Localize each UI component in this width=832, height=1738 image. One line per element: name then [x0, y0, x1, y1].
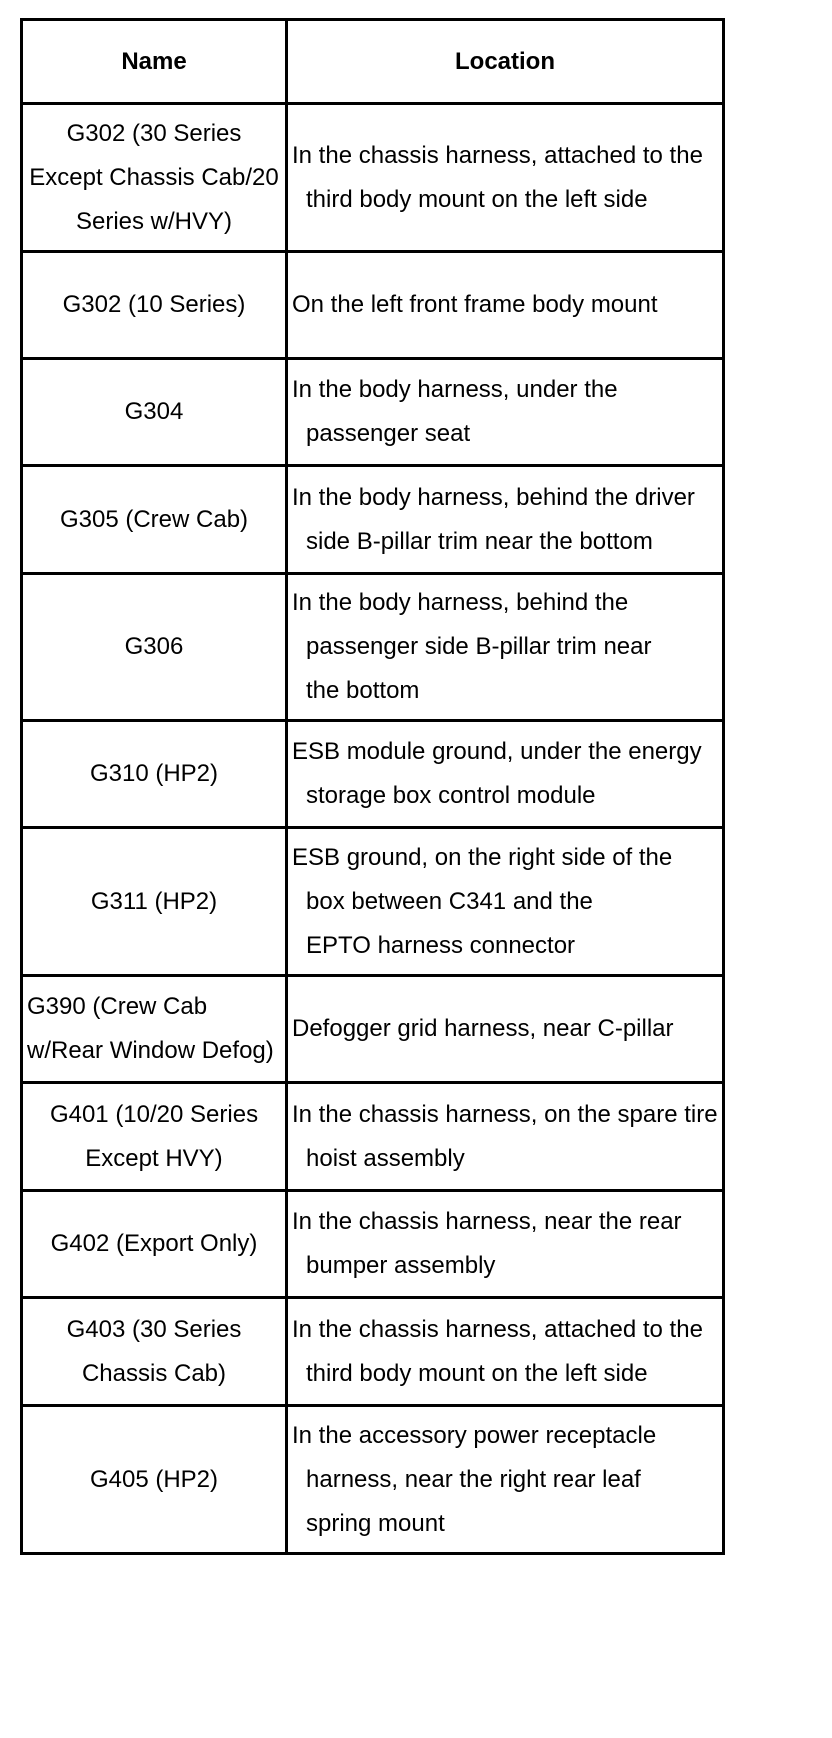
ground-location	[287, 976, 724, 1083]
ground-name: G405 (HP2)	[22, 1406, 287, 1554]
ground-location	[287, 1191, 724, 1298]
location-line: In the body harness, behind the	[292, 589, 629, 616]
ground-name: G390 (Crew Cab w/Rear Window Defog)	[22, 976, 287, 1083]
table-row	[22, 976, 724, 1083]
ground-locations-table	[20, 18, 725, 1555]
ground-name: G401 (10/20 Series Except HVY)	[22, 1083, 287, 1191]
ground-name: G306	[22, 574, 287, 721]
location-line: bumper assembly	[306, 1252, 496, 1279]
ground-location	[287, 828, 724, 976]
location-line: the bottom	[306, 677, 420, 704]
table-row	[22, 1083, 724, 1191]
ground-name: G304	[22, 359, 287, 466]
location-line: side B-pillar trim near the bottom	[306, 527, 653, 555]
ground-location	[287, 1083, 724, 1191]
location-line: hoist assembly	[306, 1144, 465, 1172]
table-row	[22, 1406, 724, 1554]
location-line: box between C341 and the	[306, 887, 593, 915]
ground-name: G302 (30 Series Except Chassis Cab/20 Series w/HVY)	[22, 104, 287, 252]
ground-location	[287, 466, 724, 574]
table-row	[22, 574, 724, 721]
table-row	[22, 466, 724, 574]
location-line: passenger side B-pillar trim near	[306, 633, 652, 660]
location-line: In the accessory power receptacle	[292, 1421, 657, 1449]
location-line: ESB module ground, under the energy	[292, 738, 702, 765]
ground-location	[287, 252, 724, 359]
location-line: EPTO harness connector	[306, 931, 576, 959]
ground-name: G305 (Crew Cab)	[22, 466, 287, 574]
ground-name: G403 (30 Series Chassis Cab)	[22, 1298, 287, 1406]
location-line: spring mount	[306, 1509, 445, 1537]
location-line: In the chassis harness, near the rear	[292, 1208, 682, 1235]
ground-location	[287, 1298, 724, 1406]
ground-name: G310 (HP2)	[22, 721, 287, 828]
ground-name: G302 (10 Series)	[22, 252, 287, 359]
table-row	[22, 104, 724, 252]
table-row	[22, 1191, 724, 1298]
table-row	[22, 721, 724, 828]
ground-name: G402 (Export Only)	[22, 1191, 287, 1298]
location-line: In the body harness, behind the driver	[292, 483, 695, 511]
ground-location	[287, 721, 724, 828]
location-line: third body mount on the left side	[306, 1359, 648, 1387]
ground-location	[287, 574, 724, 721]
ground-location	[287, 1406, 724, 1554]
ground-name: G311 (HP2)	[22, 828, 287, 976]
location-line: In the body harness, under the	[292, 376, 618, 403]
table-row	[22, 1298, 724, 1406]
location-line: Defogger grid harness, near C-pillar	[292, 1015, 674, 1042]
location-line: storage box control module	[306, 782, 596, 809]
table-row	[22, 359, 724, 466]
name-column-header: Name	[22, 20, 287, 104]
ground-location	[287, 104, 724, 252]
location-line: ESB ground, on the right side of the	[292, 843, 673, 871]
location-line: On the left front frame body mount	[292, 291, 658, 318]
location-line: In the chassis harness, attached to the	[292, 1315, 703, 1343]
location-line: In the chassis harness, attached to the	[292, 141, 703, 169]
header-row	[22, 20, 724, 104]
location-line: harness, near the right rear leaf	[306, 1465, 641, 1493]
table-row	[22, 252, 724, 359]
table-row	[22, 828, 724, 976]
location-column-header: Location	[287, 20, 724, 104]
ground-location	[287, 359, 724, 466]
location-line: passenger seat	[306, 420, 471, 447]
location-line: third body mount on the left side	[306, 185, 648, 213]
location-line: In the chassis harness, on the spare tire	[292, 1100, 718, 1128]
